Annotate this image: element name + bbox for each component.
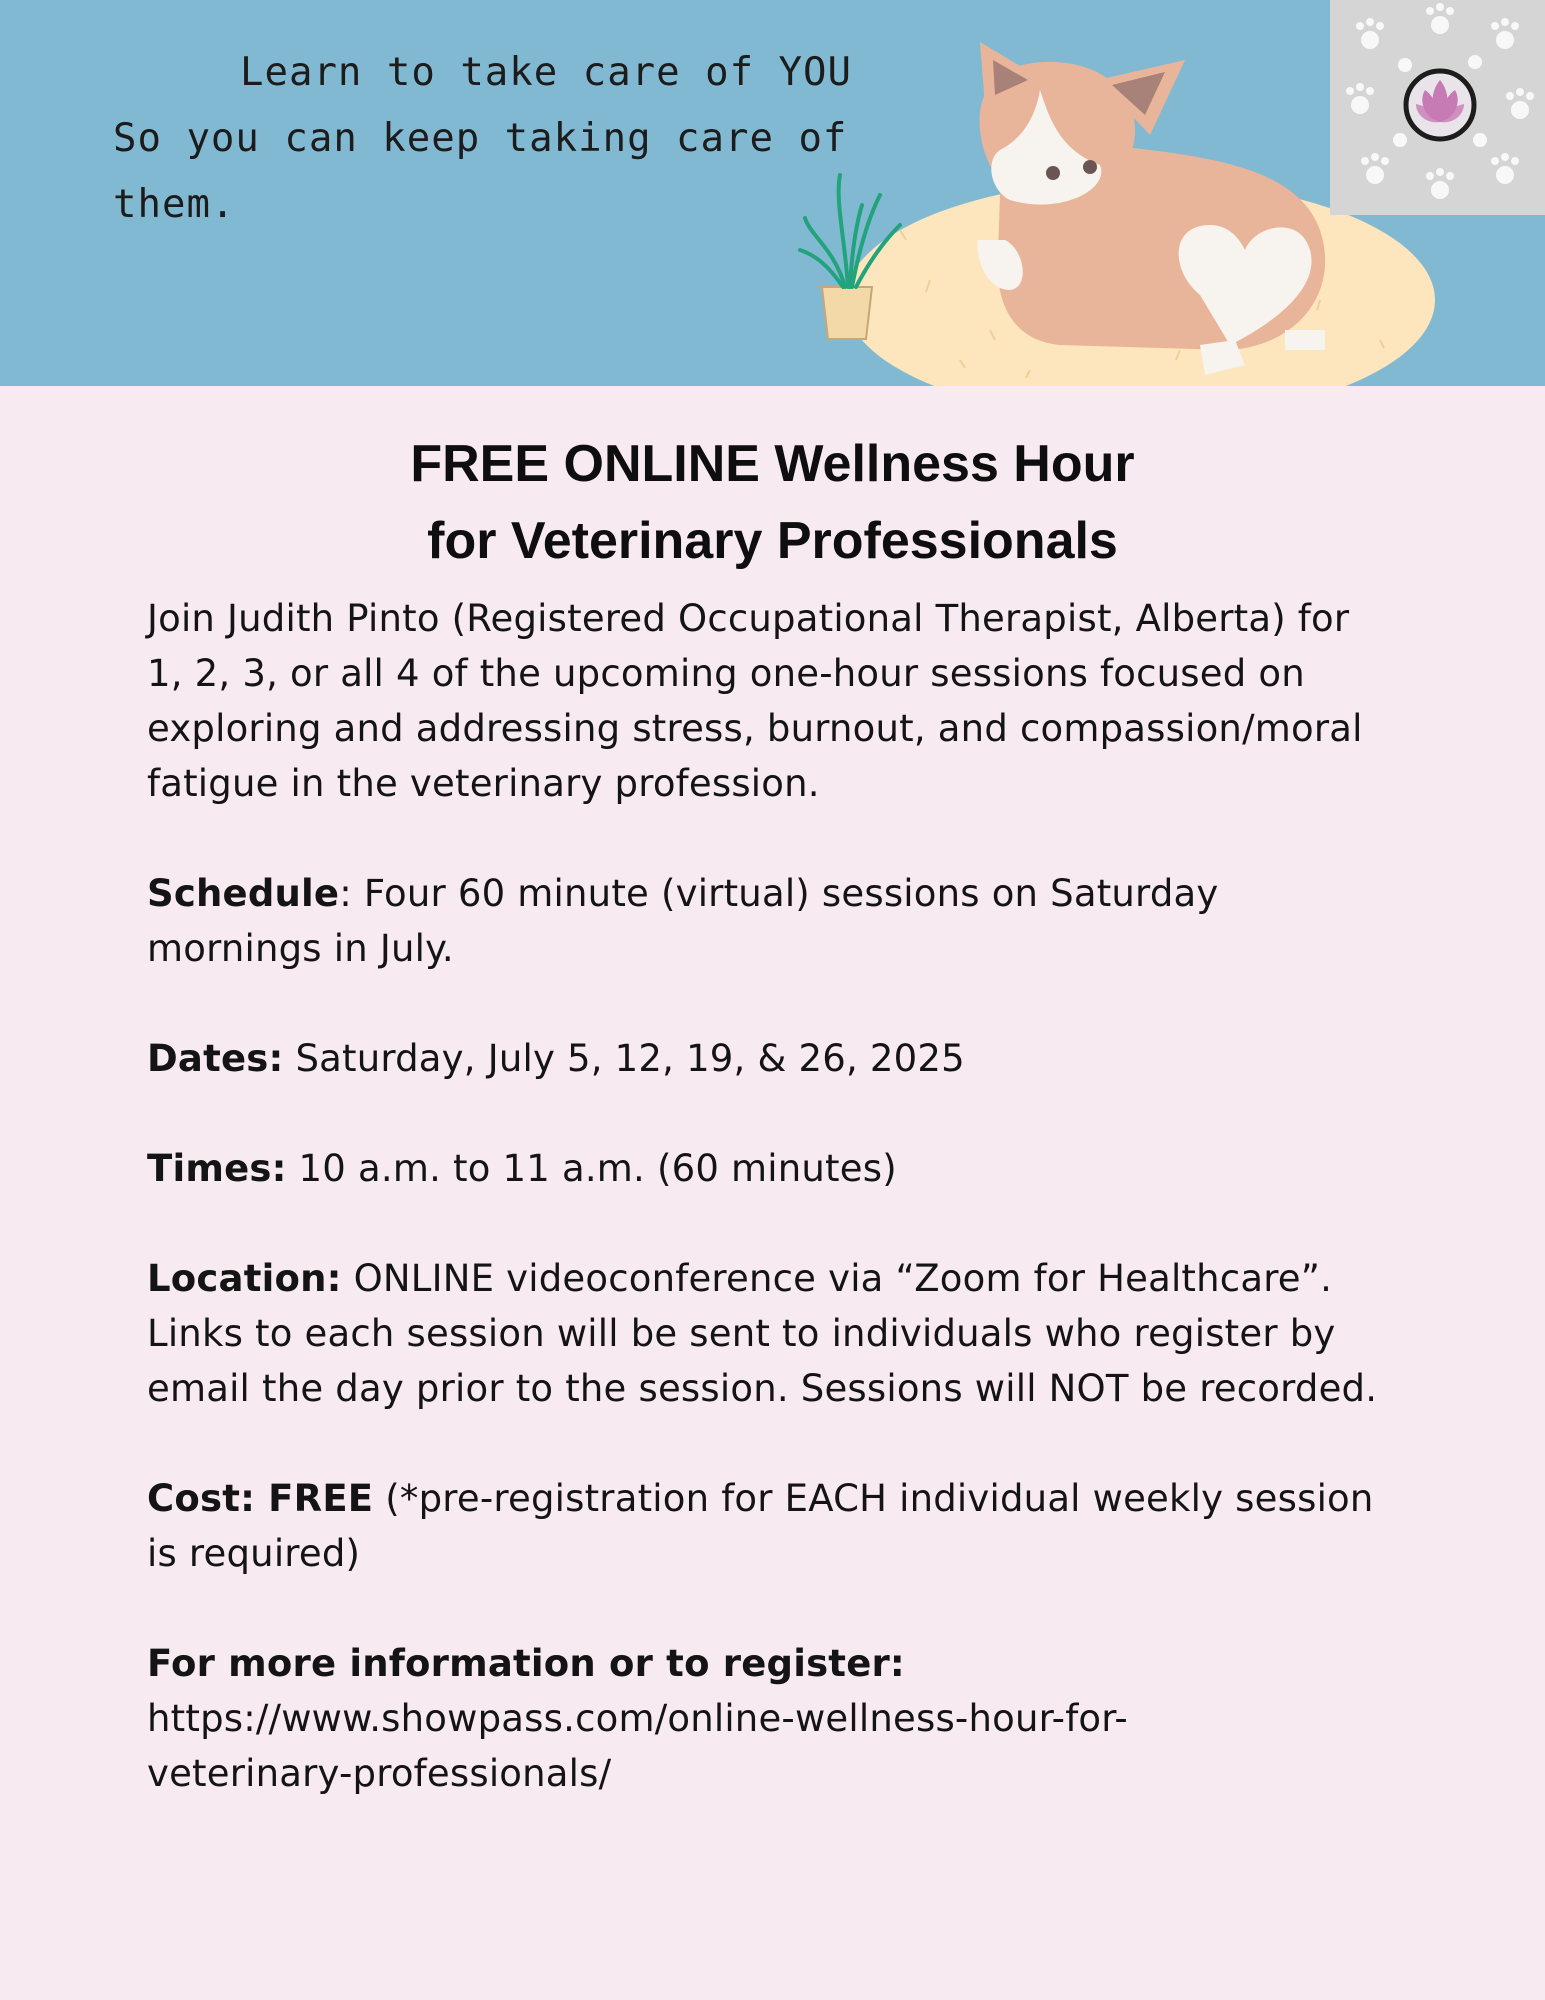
cost-text: (*pre-registration for EACH individual weekly session is required) xyxy=(147,1477,1374,1575)
tagline-line-1: Learn to take care of YOU xyxy=(240,50,852,95)
times-text: 10 a.m. to 11 a.m. (60 minutes) xyxy=(286,1147,897,1190)
more-info-label: For more information or to register: xyxy=(147,1642,905,1685)
tagline-line-2: So you can keep taking care of them. xyxy=(113,116,848,227)
schedule-paragraph xyxy=(147,866,1387,976)
paw-print-logo-icon xyxy=(1330,0,1545,215)
location-text: ONLINE videoconference via “Zoom for Healthcare”. Links to each session will be sent to individuals who register by email the day prior to the session. Sessions will NOT be recorded. xyxy=(147,1257,1378,1410)
cost-paragraph xyxy=(147,1471,1387,1581)
title-line-2: for Veterinary Professionals xyxy=(427,512,1118,570)
logo xyxy=(1330,0,1545,215)
registration-link-line-2[interactable]: veterinary-professionals/ xyxy=(147,1752,612,1795)
corgi-dog xyxy=(977,42,1325,375)
registration-link[interactable] xyxy=(147,1691,1387,1801)
location-label: Location: xyxy=(147,1257,342,1300)
dates-text: Saturday, July 5, 12, 19, & 26, 2025 xyxy=(283,1037,965,1080)
intro-paragraph: Join Judith Pinto (Registered Occupational Therapist, Alberta) for 1, 2, 3, or all 4 of the upcoming one-hour sessions focused on exploring and addressing stress, burnout, and compassion/moral fatigue in the veterinary profession. xyxy=(147,597,1363,805)
dates-label: Dates: xyxy=(147,1037,284,1080)
registration-link-line-1[interactable]: https://www.showpass.com/online-wellness-hour-for- xyxy=(147,1697,1128,1740)
title-line-1: FREE ONLINE Wellness Hour xyxy=(410,435,1135,493)
event-details xyxy=(147,591,1387,1856)
schedule-label: Schedule xyxy=(147,872,340,915)
page-title xyxy=(0,426,1545,580)
times-paragraph xyxy=(147,1141,1387,1196)
dates-paragraph xyxy=(147,1031,1387,1086)
more-info-paragraph xyxy=(147,1636,1387,1801)
main-content xyxy=(0,386,1545,1795)
tagline xyxy=(80,40,980,238)
cost-label: Cost: FREE xyxy=(147,1477,374,1520)
times-label: Times: xyxy=(147,1147,287,1190)
schedule-text: : Four 60 minute (virtual) sessions on Saturday mornings in July. xyxy=(147,872,1219,970)
header-banner xyxy=(0,0,1545,386)
location-paragraph xyxy=(147,1251,1387,1416)
